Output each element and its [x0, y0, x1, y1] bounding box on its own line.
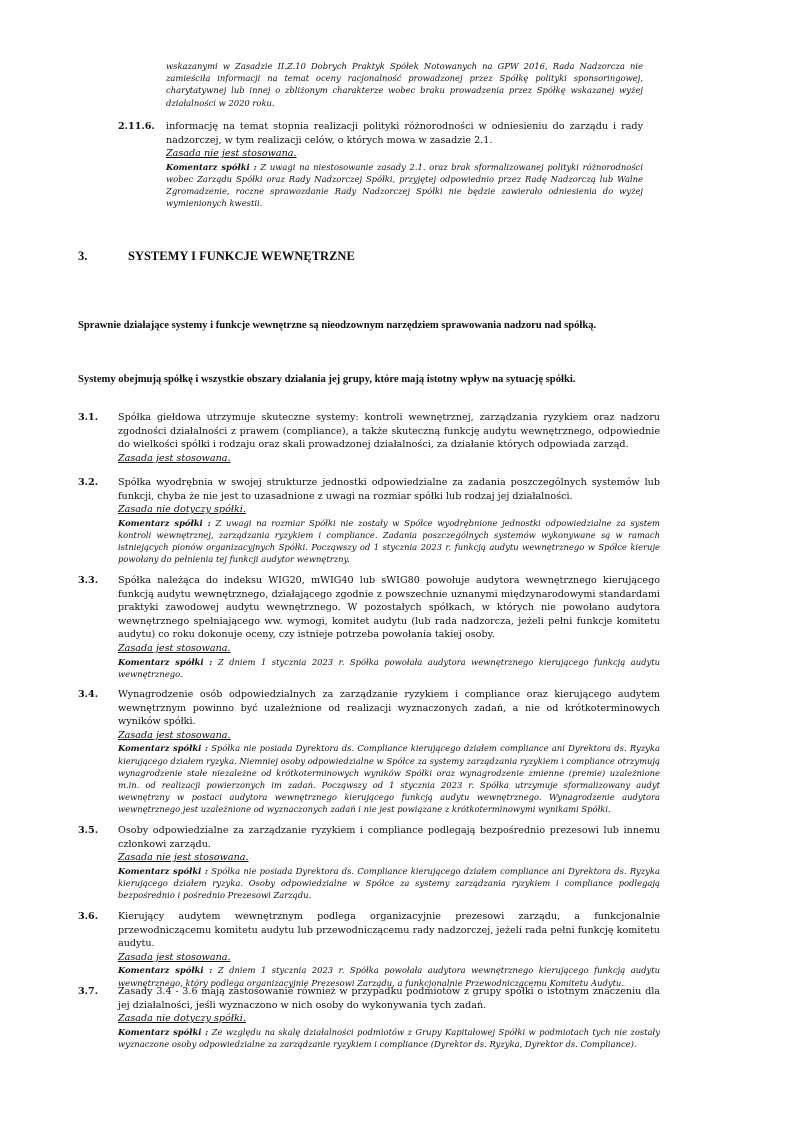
principle-text: Wynagrodzenie osób odpowiedzialnych za zarządzanie ryzykiem i compliance oraz kierującego audytem wewnętrznym powinno być uzależnione od realizacji wyznaczonych zadań, a nie od krótkoterminowych wyników spółki.	[118, 689, 660, 728]
comment-label: Komentarz spółki :	[118, 865, 208, 876]
principle-text: Osoby odpowiedzialne za zarządzanie ryzykiem i compliance podlegają bezpośrednio prezesowi lub innemu członkowi zarządu.	[118, 825, 660, 850]
principle-number: 3.5.	[78, 825, 99, 836]
principle-text: Spółka należąca do indeksu WIG20, mWIG40 lub sWIG80 powołuje audytora wewnętrznego kierującego funkcją audytu wewnętrznego, działającego zgodnie z powszechnie uznanymi międzynarodowymi standardami praktyki zawodowej audytu wewnętrznego. W pozostałych spółkach, w których nie powołano audytora wewnętrznego spełniającego ww. wymogi, komitet audytu (lub rada nadzorcza, jeżeli pełni funkcje komitetu audytu) co roku dokonuje oceny, czy istnieje potrzeba powołania takiej osoby.	[118, 575, 660, 641]
comment-text: Z uwagi na rozmiar Spółki nie zostały w Spółce wyodrębnione jednostki odpowiedzialne za system kontroli wewnętrznej, zarządzania ryzykiem i compliance. Zadania poszczególnych systemów wykonywane są w ramach istniejących pionów organizacyjnych Spółki. Począwszy od 1 stycznia 2023 r. funkcją audytu wewnętrznego w Spółce kieruje powołany do pełnienia tej funkcji audytor wewnętrzny.	[118, 517, 660, 565]
comment-label: Komentarz spółki :	[118, 1026, 209, 1037]
company-comment	[166, 161, 643, 210]
principle-number: 3.7.	[78, 986, 99, 997]
section-lead-2: Systemy obejmują spółkę i wszystkie obszary działania jej grupy, które mają istotny wpływ na sytuację spółki.	[78, 374, 576, 385]
principle-status: Zasada nie dotyczy spółki.	[118, 1013, 246, 1025]
principle-status: Zasada nie jest stosowana.	[118, 852, 249, 864]
principle-text: Kierujący audytem wewnętrznym podlega organizacyjnie prezesowi zarządu, a funkcjonalnie przewodniczącemu komitetu audytu lub przewodniczącemu rady nadzorczej, jeżeli rada pełni funkcję komitetu audytu.	[118, 911, 660, 950]
principle-text: Spółka wyodrębnia w swojej strukturze jednostki odpowiedzialne za zadania poszczególnych systemów lub funkcji, chyba że nie jest to uzasadnione z uwagi na rozmiar spółki lub rodzaj jej działalności.	[118, 477, 660, 502]
section-title: SYSTEMY I FUNKCJE WEWNĘTRZNE	[128, 249, 355, 263]
comment-text: Spółka nie posiada Dyrektora ds. Compliance kierującego działem compliance ani Dyrektora ds. Ryzyka kierującego działem ryzyka. Niemniej osoby odpowiedzialne w Spółce za systemy zarządzania ryzykiem i compliance otrzymują wynagrodzenie stałe niezależne od krótkoterminowych wyników Spółki oraz wynagrodzenie zmienne (premie) uzależnione m.in. od realizacji powierzonych im zadań. Począwszy od 1 stycznia 2023 r. Spółka utrzymuje sformalizowany audyt wewnętrzny w postaci audytora wewnętrznego kierującego funkcją audytu wewnętrznego. Wynagrodzenie audytora wewnętrznego jest uzależnione od wyznaczonych zadań i nie jest powiązane z krótkoterminowymi wynikami Spółki.	[118, 743, 660, 815]
principle-status: Zasada jest stosowana.	[118, 452, 231, 464]
principle-number: 3.4.	[78, 689, 99, 700]
principle-text: informację na temat stopnia realizacji polityki różnorodności w odniesieniu do zarządu i rady nadzorczej, w tym realizacji celów, o których mowa w zasadzie 2.1.	[166, 121, 643, 146]
principle-number: 2.11.6.	[118, 121, 155, 132]
comment-text: Z dniem 1 stycznia 2023 r. Spółka powołała audytora wewnętrznego kierującego funkcją audytu wewnętrznego, który podlega organizacyjnie Prezesowi Zarządu, a funkcjonalnie Przewodniczącemu Komitetu Audytu.	[118, 965, 660, 988]
principle-status: Zasada jest stosowana.	[118, 729, 231, 741]
principle-number: 3.6.	[78, 911, 99, 922]
principle-text: Zasady 3.4 - 3.6 mają zastosowanie również w przypadku podmiotów z grupy spółki o istotnym znaczeniu dla jej działalności, jeśli wyznaczono w nich osoby do wykonywania tych zadań.	[118, 986, 660, 1011]
section-lead-1: Sprawnie działające systemy i funkcje wewnętrzne są nieodzownym narzędziem sprawowania nadzoru nad spółką.	[78, 320, 597, 331]
comment-text: Z dniem 1 stycznia 2023 r. Spółka powołała audytora wewnętrznego kierującego funkcją audytu wewnętrznego.	[118, 656, 660, 679]
company-comment	[118, 517, 660, 566]
principle-status: Zasada nie dotyczy spółki.	[118, 504, 246, 516]
comment-label: Komentarz spółki :	[118, 965, 213, 976]
principle-status: Zasada jest stosowana.	[118, 951, 231, 963]
principle-number: 3.3.	[78, 575, 99, 586]
principle-text: Spółka giełdowa utrzymuje skuteczne systemy: kontroli wewnętrznej, zarządzania ryzykiem oraz nadzoru zgodności działalności z prawem (compliance), a także skuteczną funkcję audytu wewnętrznego, odpowiednie do wielkości spółki i rodzaju oraz skali prowadzonej działalności, za działanie których odpowiada zarząd.	[118, 412, 660, 451]
continuation-text: wskazanymi w Zasadzie II.Z.10 Dobrych Praktyk Spółek Notowanych na GPW 2016, Rada Nadzorcza nie zamieściła informacji na temat oceny racjonalność prowadzonej przez Spółkę polityki sponsoringowej, charytatywnej lub innej o zbliżonym charakterze wobec braku prowadzenia przez Spółkę wskazanej wyżej działalności w 2020 roku.	[166, 61, 643, 108]
section-number: 3.	[78, 249, 88, 263]
company-comment	[118, 865, 660, 902]
company-comment	[118, 656, 660, 680]
comment-label: Komentarz spółki :	[118, 656, 213, 667]
principle-status: Zasada jest stosowana.	[118, 642, 231, 654]
comment-label: Komentarz spółki :	[166, 161, 257, 172]
principle-number: 3.1.	[78, 412, 99, 423]
continuation-comment	[166, 60, 643, 109]
comment-text: Ze względu na skalę działalności podmiotów z Grupy Kapitałowej Spółki w podmiotach tych nie zostały wyznaczone osoby odpowiedzialne za zarządzanie ryzykiem i compliance (Dyrektor ds. Ryzyka, Dyrektor ds. Compliance).	[118, 1026, 660, 1049]
comment-text: Spółka nie posiada Dyrektora ds. Compliance kierującego działem compliance ani Dyrektora ds. Ryzyka kierującego działem ryzyka. Osoby odpowiedzialne w Spółce za systemy zarządzania ryzykiem i compliance podlegają bezpośrednio i pośrednio Prezesowi Zarządu.	[118, 865, 660, 901]
principle-status: Zasada nie jest stosowana.	[166, 148, 297, 160]
company-comment	[118, 1026, 660, 1050]
principle-number: 3.2.	[78, 477, 99, 488]
company-comment	[118, 742, 660, 815]
comment-text: Z uwagi na niestosowanie zasady 2.1. oraz brak sformalizowanej polityki różnorodności wobec Zarządu Spółki oraz Rady Nadzorczej Spółki, przyjętej odpowiednio przez Radę Nadzorczą lub Walne Zgromadzenie, roczne sprawozdanie Rady Nadzorczej Spółki nie będzie zawierało odniesienia do wyżej wymienionych kwestii.	[166, 161, 643, 209]
comment-label: Komentarz spółki :	[118, 743, 208, 754]
comment-label: Komentarz spółki :	[118, 517, 211, 528]
